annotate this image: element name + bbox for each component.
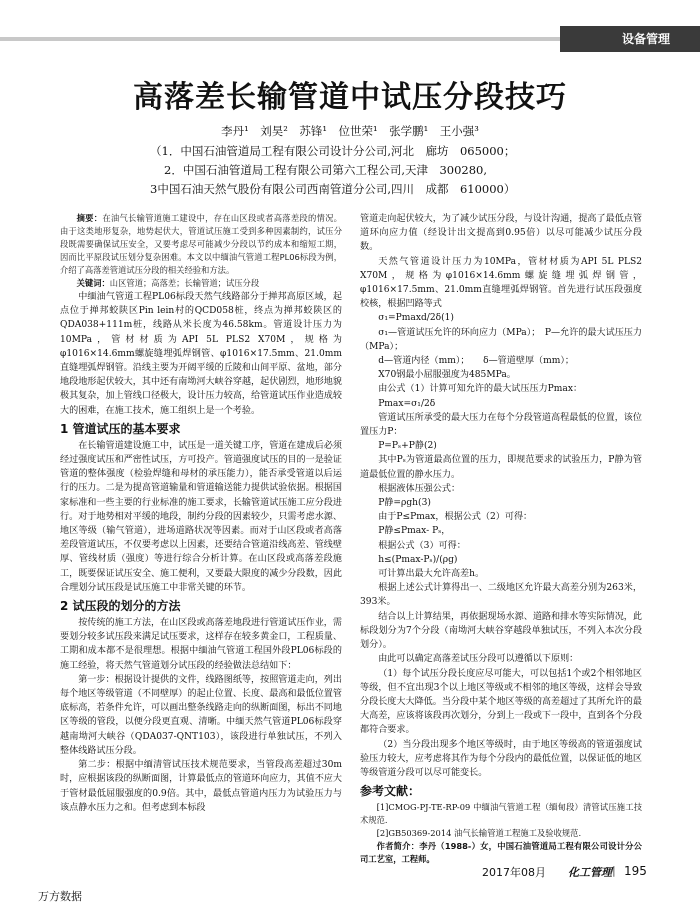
right-paragraph-1: 管道走向起伏较大，为了减少试压分段，与设计沟通，提高了最低点管道环向应力值（经设计出文提高到0.95倍）以尽可能减少试压分段数。 (360, 214, 642, 253)
intro-paragraph: 中缅油气管道工程PL06标段天然气线路部分于掸邦高原区域，起点位于掸邦蛟陕区Pin lein村的QCD058桩，终点为掸邦蛟陕区的QDA038+111m桩，线路从米长度为46.58km。管道设计压力为10MPa，管材材质为API 5L PLS2 X70M，规格为φ1016×14.6mm螺旋缝埋弧焊钢管、φ1016×17.5mm、21.0mm直缝埋弧焊钢管。沿线主要为开阔平缓的丘陵和山间平原、盆地，部分地段地形起伏较大，其中还有南坳河大峡谷穿越，起伏剧烈，地形地貌极其复杂，加上管线口径极大，设计压力较高，给管道试压作业造成较大的困难，在施工技术，施工组织上是一个考验。 (60, 292, 342, 416)
formula-2-intro: 管道试压所承受的最大压力在每个分段管道高程最低的位置，该位置压力P： (360, 412, 642, 438)
footer-separator: | (612, 864, 616, 877)
section-tab: 设备管理 (560, 26, 700, 52)
abstract-label: 摘要： (76, 213, 103, 223)
header-strip (0, 37, 560, 41)
right-paragraph-4: 结合以上计算结果，再依据现场水源、道路和排水等实际情况，此标段划分为7个分段（南坳河大峡谷穿越段单独试压，不列入本次分段划分）。 (360, 611, 642, 651)
reference-1: [1]CMOG-PJ-TE-RP-09 中缅油气管道工程（缅甸段）清管试压施工技术规范. (360, 802, 642, 826)
author-list: 李丹¹ 刘昊² 苏锋¹ 位世荣¹ 张学鹏¹ 王小强³ (221, 124, 479, 138)
abstract-text: 在油气长输管道施工建设中，存在山区段或者高落差段的情况。由于这类地形复杂，地势起伏大，管道试压施工受到多种因素制约，试压分段既需要确保试压安全，又要考虑尽可能减少分段以节约成本和缩短工期，因而比平原段试压划分复杂困难。本文以中缅油气管道工程PL06标段为例，介绍了高落差管道试压分段的相关经验和方法。 (60, 213, 342, 275)
formula-3-c: 根据公式（3）可得： (378, 540, 466, 551)
section-1-paragraph: 在长输管道建设施工中，试压是一道关键工序，管道在建成后必须经过强度试压和严密性试压，方可投产。管道强度试压的目的一是验证管道的整体强度（检验焊缝和母材的承压能力），能否承受管道以后运行的压力。二是为提高管道输量和管道输送能力提供试验依据。根据国家标准和一些主要的行业标准的施工要求，长输管道试压施工应分段进行。对于地势相对平缓的地段，制约分段的因素较少，只需考虑水源、地区等级（输气管道），进场道路状况等因素。而对于山区段或者高落差段管道试压，不仅要考虑以上因素，还要结合管道沿线高差、管线壁厚、管线材质（强度）等进行综合分析计算。在山区段或高落差段施工，既要保证试压安全、施工便利，又要最大限度的减少分段数，因此合理划分试压段是试压施工中非常关键的环节。 (60, 440, 342, 593)
formula-1-desc-3: X70钢最小屈服强度为485MPa。 (378, 370, 516, 381)
section-2-paragraph-1: 按传统的施工方法，在山区段或高落差地段进行管道试压作业，需要划分较多试压段来满足试压要求，这样存在较多黄金口，工程质量、工期和成本都不是很理想。根据中缅油气管道工程国外段PL06标段的施工经验，将天然气管道划分试压段的经验做法总结如下： (60, 618, 342, 671)
author-info (360, 840, 642, 866)
right-paragraph-5: 由此可以确定高落差试压分段可以遵循以下原则： (378, 654, 579, 665)
section-2-paragraph-2: 第一步：根据设计提供的文件，线路图纸等，按照管道走向，列出每个地区等级管道（不同壁厚）的起止位置、长度、最高和最低位置管底标高，若条件允许，可以画出整条线路走向的纵断面图，标出不同地区等级的管段，以便分段更直观、清晰。中缅天然气管道PL06标段穿越南坳河大峡谷（QDA037-QNT103），该段进行单独试压，不列入整体线路试压分段。 (60, 674, 342, 756)
abstract (60, 212, 342, 277)
formula-3-b: P静≤Pmax- Pₛ， (378, 526, 451, 537)
header-bar (0, 26, 700, 52)
reference-2: [2]GB50369-2014 油气长输管道工程施工及验收规范. (376, 828, 582, 839)
formula-3-e: 可计算出最大允许高差h。 (378, 569, 485, 580)
affiliations (150, 142, 570, 199)
footer-date: 2017年08月 (482, 866, 546, 879)
formula-3: P静=ρgh(3) (378, 498, 431, 509)
section-2-heading: 2 试压段的划分的方法 (60, 599, 181, 614)
footer-source: 万方数据 (38, 890, 82, 903)
affiliation-2: 2．中国石油管道局工程有限公司第六工程公司,天津 300280, (164, 163, 488, 177)
right-paragraph-3: 根据上述公式计算得出一、二级地区允许最大高差分别为263米，393米。 (360, 583, 642, 608)
left-column (60, 212, 342, 815)
article-title: 高落差长输管道中试压分段技巧 (133, 80, 567, 115)
formula-2-desc: 其中Pₛ为管道最高位置的压力，即规范要求的试验压力，P静为管道最低位置的静水压力。 (360, 455, 642, 480)
formula-3-intro: 根据液体压强公式： (378, 483, 461, 494)
author-info-text: 李丹（1988-）女，中国石油管道局工程有限公司设计分公司工艺室，工程师。 (360, 841, 642, 865)
affiliation-1: （1．中国石油管道局工程有限公司设计分公司,河北 廊坊 065000； (150, 144, 516, 158)
right-paragraph-2: 天然气管道设计压力为10MPa，管材材质为API 5L PLS2 X70M，规格为φ1016×14.6mm螺旋缝埋弧焊钢管，φ1016×17.5mm、21.0mm直缝埋弧焊钢管。首先进行试压段强度校核，根据凹路等式 (360, 256, 642, 310)
formula-3-desc: 由于P≤Pmax，根据公式（2）可得： (378, 512, 533, 523)
author-info-label: 作者简介： (376, 841, 420, 852)
affiliation-3: 3中国石油天然气股份有限公司西南管道分公司,四川 成都 610000） (150, 182, 516, 196)
keywords (60, 277, 342, 290)
right-column (360, 212, 642, 866)
section-1-heading: 1 管道试压的基本要求 (60, 421, 181, 436)
formula-1: σ₁=Pmaxd/2δ(1) (378, 313, 454, 324)
keywords-text: 山区管道；高落差；长输管道；试压分段 (109, 278, 260, 288)
formula-1-desc-1: σ₁—管道试压允许的环向应力（MPa）； P—允许的最大试压压力（MPa）； (360, 327, 642, 352)
footer-magazine: 化工管理 (568, 866, 612, 879)
keywords-label: 关键词： (76, 278, 110, 288)
formula-1-desc-4: 由公式（1）计算可知允许的最大试压压力Pmax： (378, 384, 583, 395)
right-paragraph-7: （2）当分段出现多个地区等级时，由于地区等级高的管道强度试验压力较大，应考虑将其作为每个分段内的最低位置，以保证低的地区等级管道分段可以尽可能变长。 (360, 739, 642, 778)
formula-3-d: h≤(Pmax-Pₛ)/(ρg) (378, 554, 458, 565)
references-heading: 参考文献： (360, 784, 421, 799)
right-paragraph-6: （1）每个试压分段长度应尽可能大，可以包括1个或2个相邻地区等级，但不宜出现3个以上地区等级或不相邻的地区等级，这样会导致分段长度大大降低。当分段中某个地区等级的高差超过了其所允许的最大高差，应该将该段再次划分，分到上一段或下一段中，直到各个分段都符合要求。 (360, 668, 642, 736)
formula-1-desc-2: d—管道内径（mm）； δ—管道壁厚（mm）； (378, 356, 575, 367)
section-2-paragraph-3: 第二步：根据中缅清管试压技术规范要求，当管段高差超过30m时，应根据该段的纵断面图，计算最低点的管道环向应力，其值不应大于管材最低屈服强度的0.9倍。其中，最低点管道内压力为试验压力与该点静水压力之和。但考虑到本标段 (60, 760, 342, 813)
page-number: 195 (624, 864, 647, 878)
formula-1-result: Pmax=σ₁/2δ (378, 398, 436, 409)
formula-2: P=Pₛ+P静(2) (378, 441, 437, 452)
